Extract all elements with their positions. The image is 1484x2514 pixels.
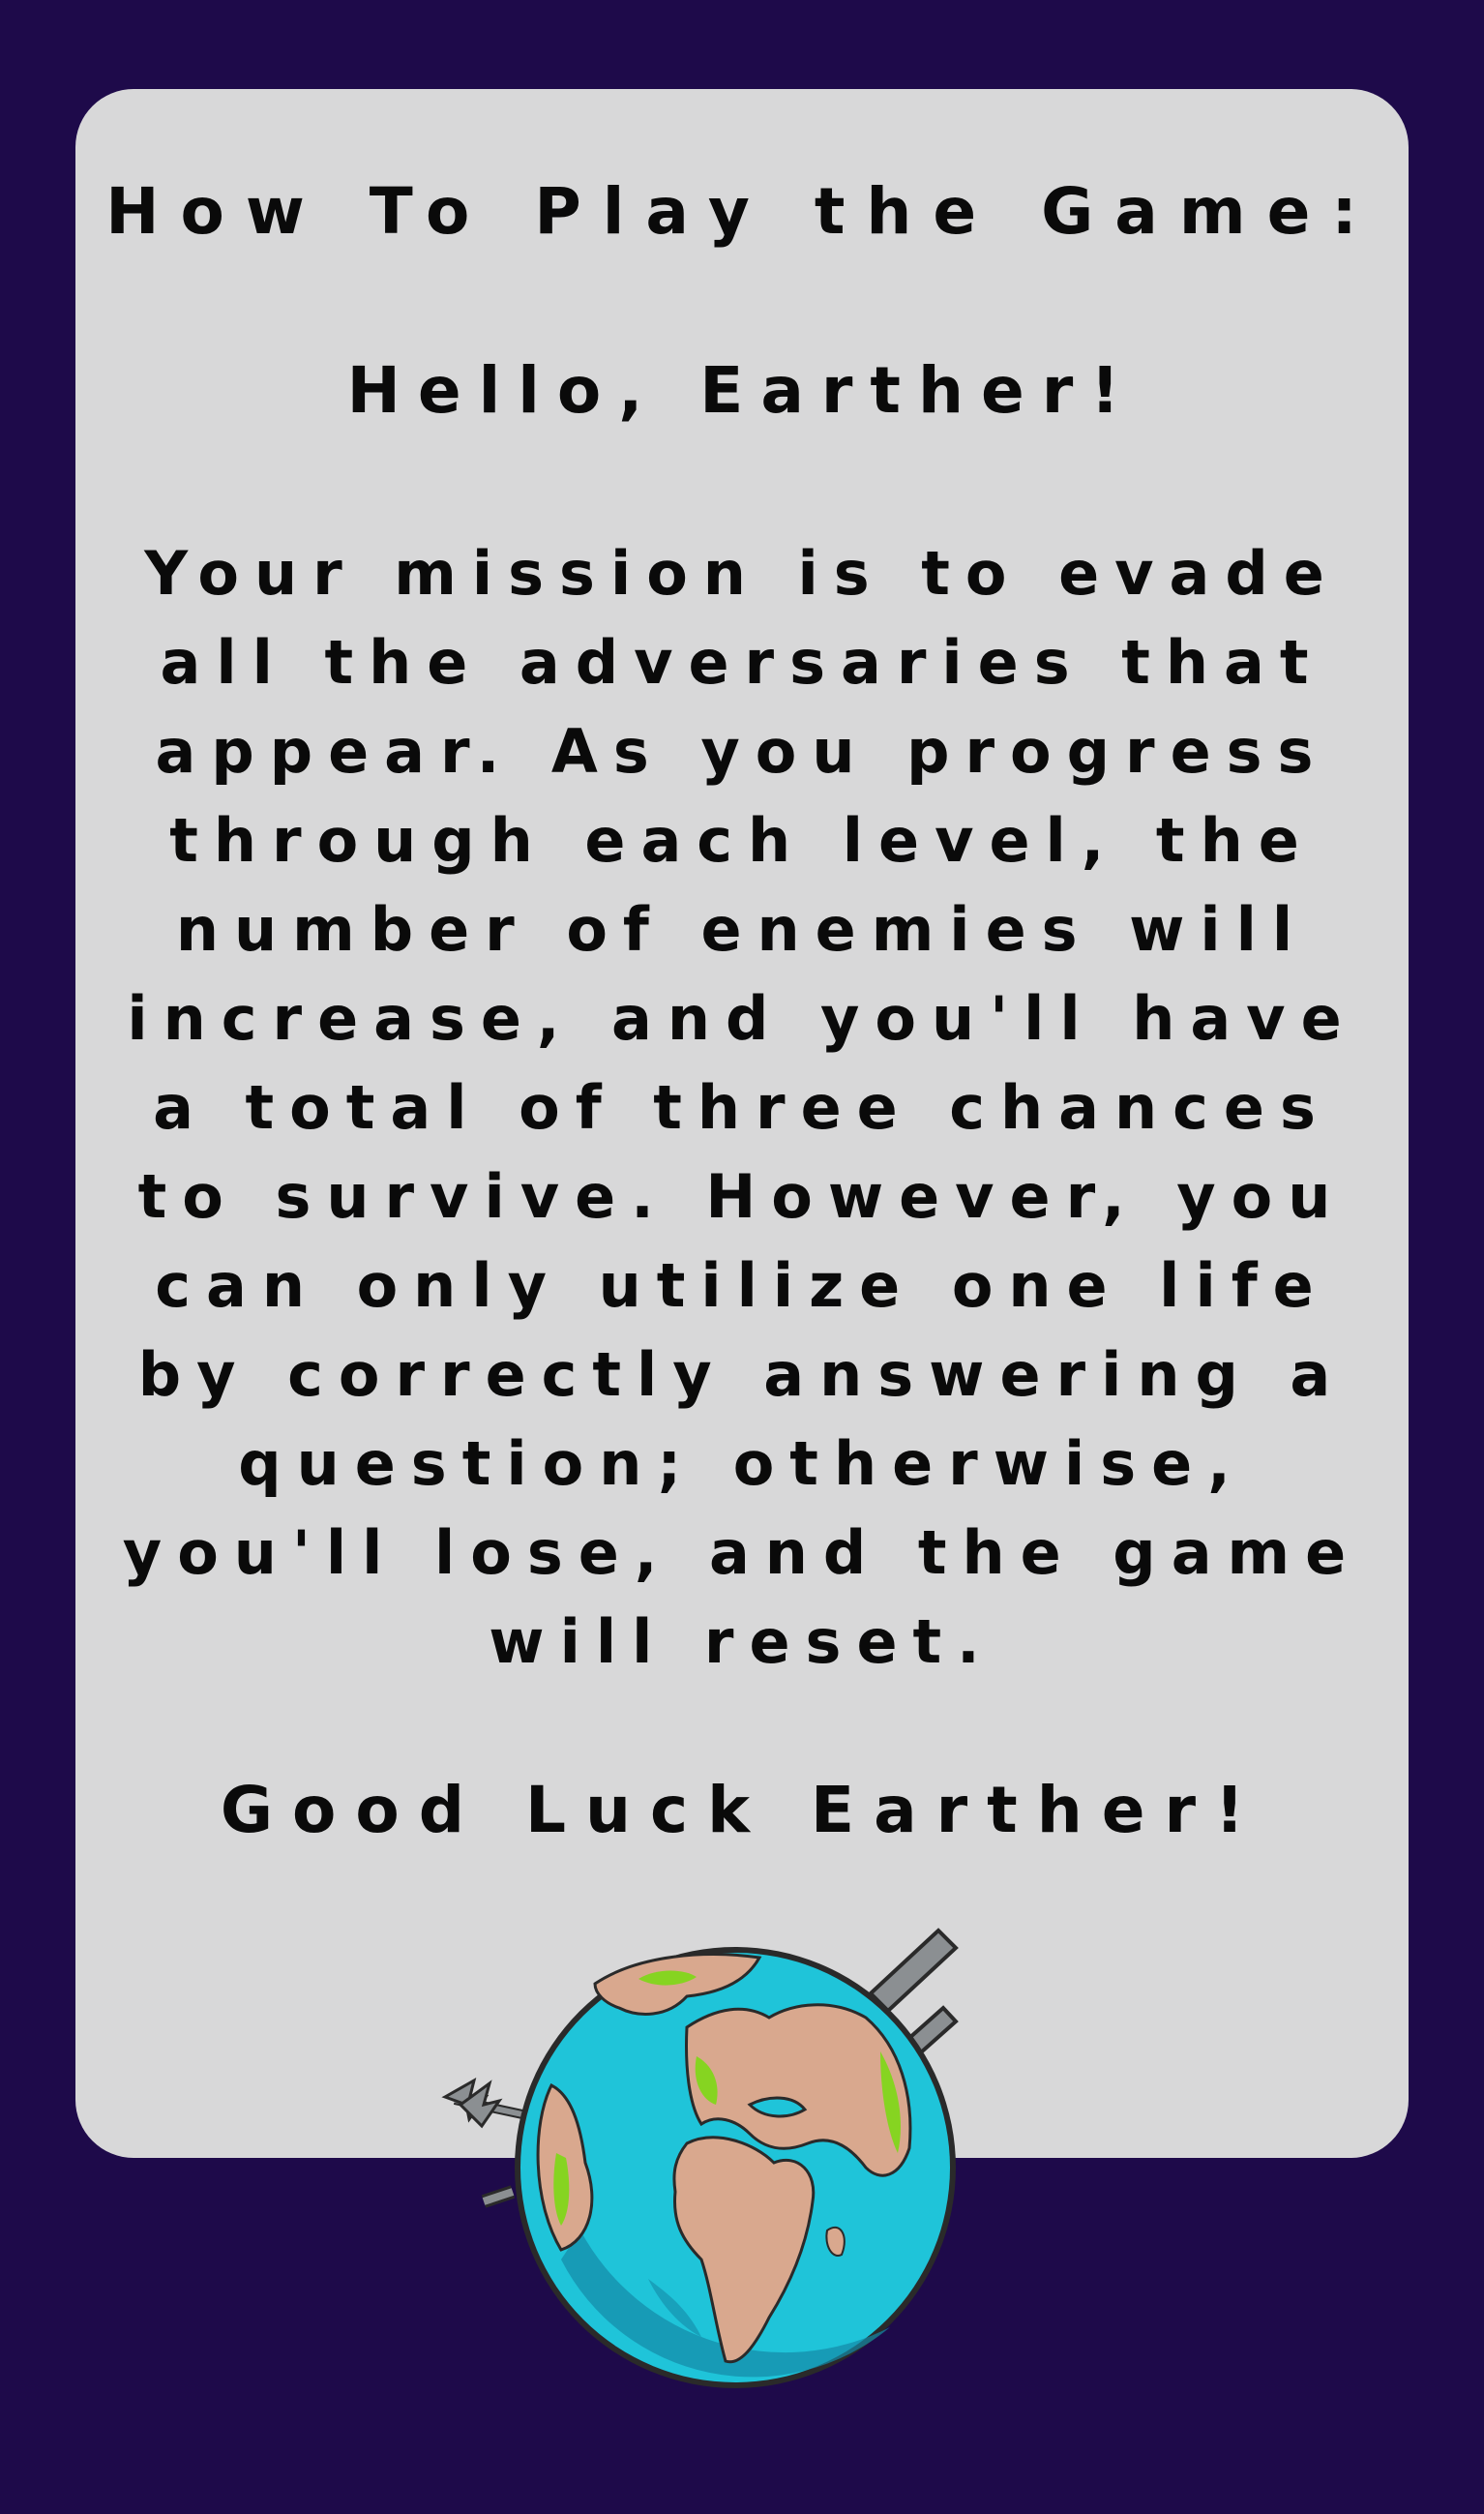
- instructions-body: [75, 529, 1409, 1687]
- body-line: by correctly answering a: [137, 1339, 1347, 1410]
- greeting-text: Hello, Earther!: [346, 353, 1138, 428]
- earth-illustration: [426, 1911, 1006, 2414]
- body-line: Your mission is to evade: [144, 538, 1340, 609]
- body-line: to survive. However, you: [137, 1161, 1347, 1232]
- body-line: number of enemies will: [175, 894, 1309, 965]
- body-line: appear. As you progress: [155, 716, 1329, 787]
- body-line: can only utilize one life: [155, 1250, 1329, 1321]
- body-line: question; otherwise,: [238, 1428, 1246, 1499]
- body-line: will reset.: [489, 1606, 995, 1677]
- body-line: all the adversaries that: [160, 627, 1324, 698]
- instructions-title: How To Play the Game:: [105, 174, 1379, 249]
- body-line: increase, and you'll have: [127, 983, 1357, 1054]
- instructions-card: [75, 89, 1409, 2158]
- body-line: through each level, the: [169, 805, 1315, 876]
- globe-icon: [515, 1947, 956, 2388]
- body-line: a total of three chances: [153, 1072, 1331, 1143]
- closing-text: Good Luck Earther!: [220, 1773, 1264, 1847]
- arrow-left-icon: [445, 2080, 522, 2201]
- body-line: you'll lose, and the game: [122, 1517, 1362, 1588]
